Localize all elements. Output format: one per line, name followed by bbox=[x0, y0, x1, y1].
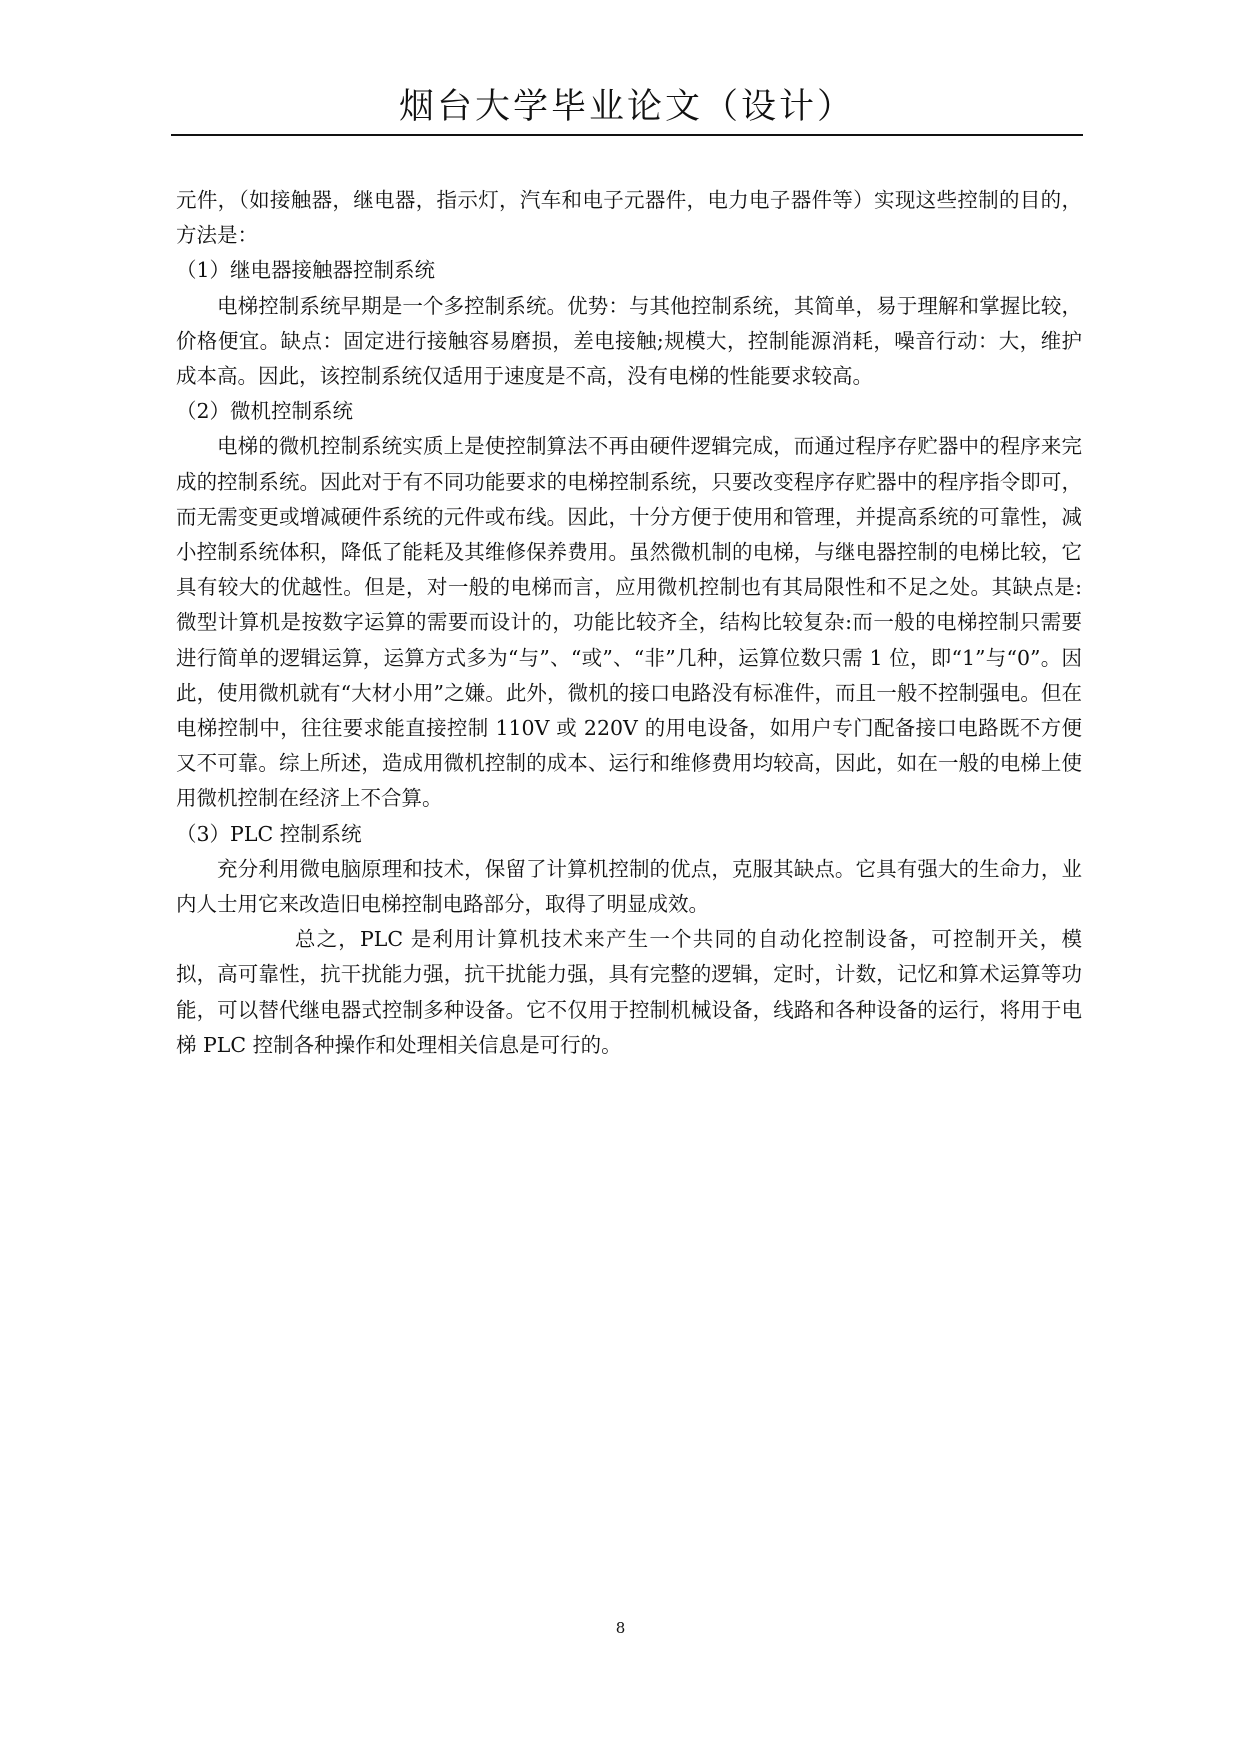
section-heading-relay: （1）继电器接触器控制系统 bbox=[176, 258, 436, 283]
paragraph-relay-control: 电梯控制系统早期是一个多控制系统。优势：与其他控制系统，其简单，易于理解和掌握比较，价格便宜。缺点：固定进行接触容易磨损，差电接触;规模大，控制能源消耗，噪音行动：大，维护成本高。因此，该控制系统仅适用于速度是不高，没有电梯的性能要求较高。 bbox=[176, 293, 1082, 389]
paragraph-continuation: 元件，（如接触器，继电器，指示灯，汽车和电子元器件，电力电子器件等）实现这些控制的目的，方法是： bbox=[176, 188, 1082, 248]
page-header-title: 烟台大学毕业论文（设计） bbox=[398, 87, 855, 127]
paragraph-microcomputer-control: 电梯的微机控制系统实质上是使控制算法不再由硬件逻辑完成，而通过程序存贮器中的程序来完成的控制系统。因此对于有不同功能要求的电梯控制系统，只要改变程序存贮器中的程序指令即可，而无需变更或增减硬件系统的元件或布线。因此，十分方便于使用和管理，并提高系统的可靠性，减小控制系统体积，降低了能耗及其维修保养费用。虽然微机制的电梯，与继电器控制的电梯比较，它具有较大的优越性。但是，对一般的电梯而言，应用微机控制也有其局限性和不足之处。其缺点是:微型计算机是按数字运算的需要而设计的，功能比较齐全，结构比较复杂:而一般的电梯控制只需要进行简单的逻辑运算，运算方式多为“与”、“或”、“非”几种，运算位数只需 1 位，即“1”与“0”。因此，使用微机就有“大材小用”之嫌。此外，微机的接口电路没有标准件，而且一般不控制强电。但在电梯控制中，往往要求能直接控制 110V 或 220V 的用电设备，如用户专门配备接口电路既不方便又不可靠。综上所述，造成用微机控制的成本、运行和维修费用均较高，因此，如在一般的电梯上使用微机控制在经济上不合算。 bbox=[176, 434, 1082, 811]
body-text bbox=[176, 183, 1082, 1063]
paragraph-plc-control: 充分利用微电脑原理和技术，保留了计算机控制的优点，克服其缺点。它具有强大的生命力，业内人士用它来改造旧电梯控制电路部分，取得了明显成效。 bbox=[176, 856, 1082, 917]
section-heading-microcomputer: （2）微机控制系统 bbox=[176, 399, 354, 424]
page-number: 8 bbox=[615, 1619, 626, 1637]
paragraph-summary: 总之，PLC 是利用计算机技术来产生一个共同的自动化控制设备，可控制开关，模拟，高可靠性，抗干扰能力强，抗干扰能力强，具有完整的逻辑，定时，计数，记忆和算术运算等功能，可以替代继电器式控制多种设备。它不仅用于控制机械设备，线路和各种设备的运行，将用于电梯 PLC 控制各种操作和处理相关信息是可行的。 bbox=[176, 927, 1082, 1057]
header-rule bbox=[171, 134, 1083, 136]
section-heading-plc: （3）PLC 控制系统 bbox=[176, 821, 362, 846]
